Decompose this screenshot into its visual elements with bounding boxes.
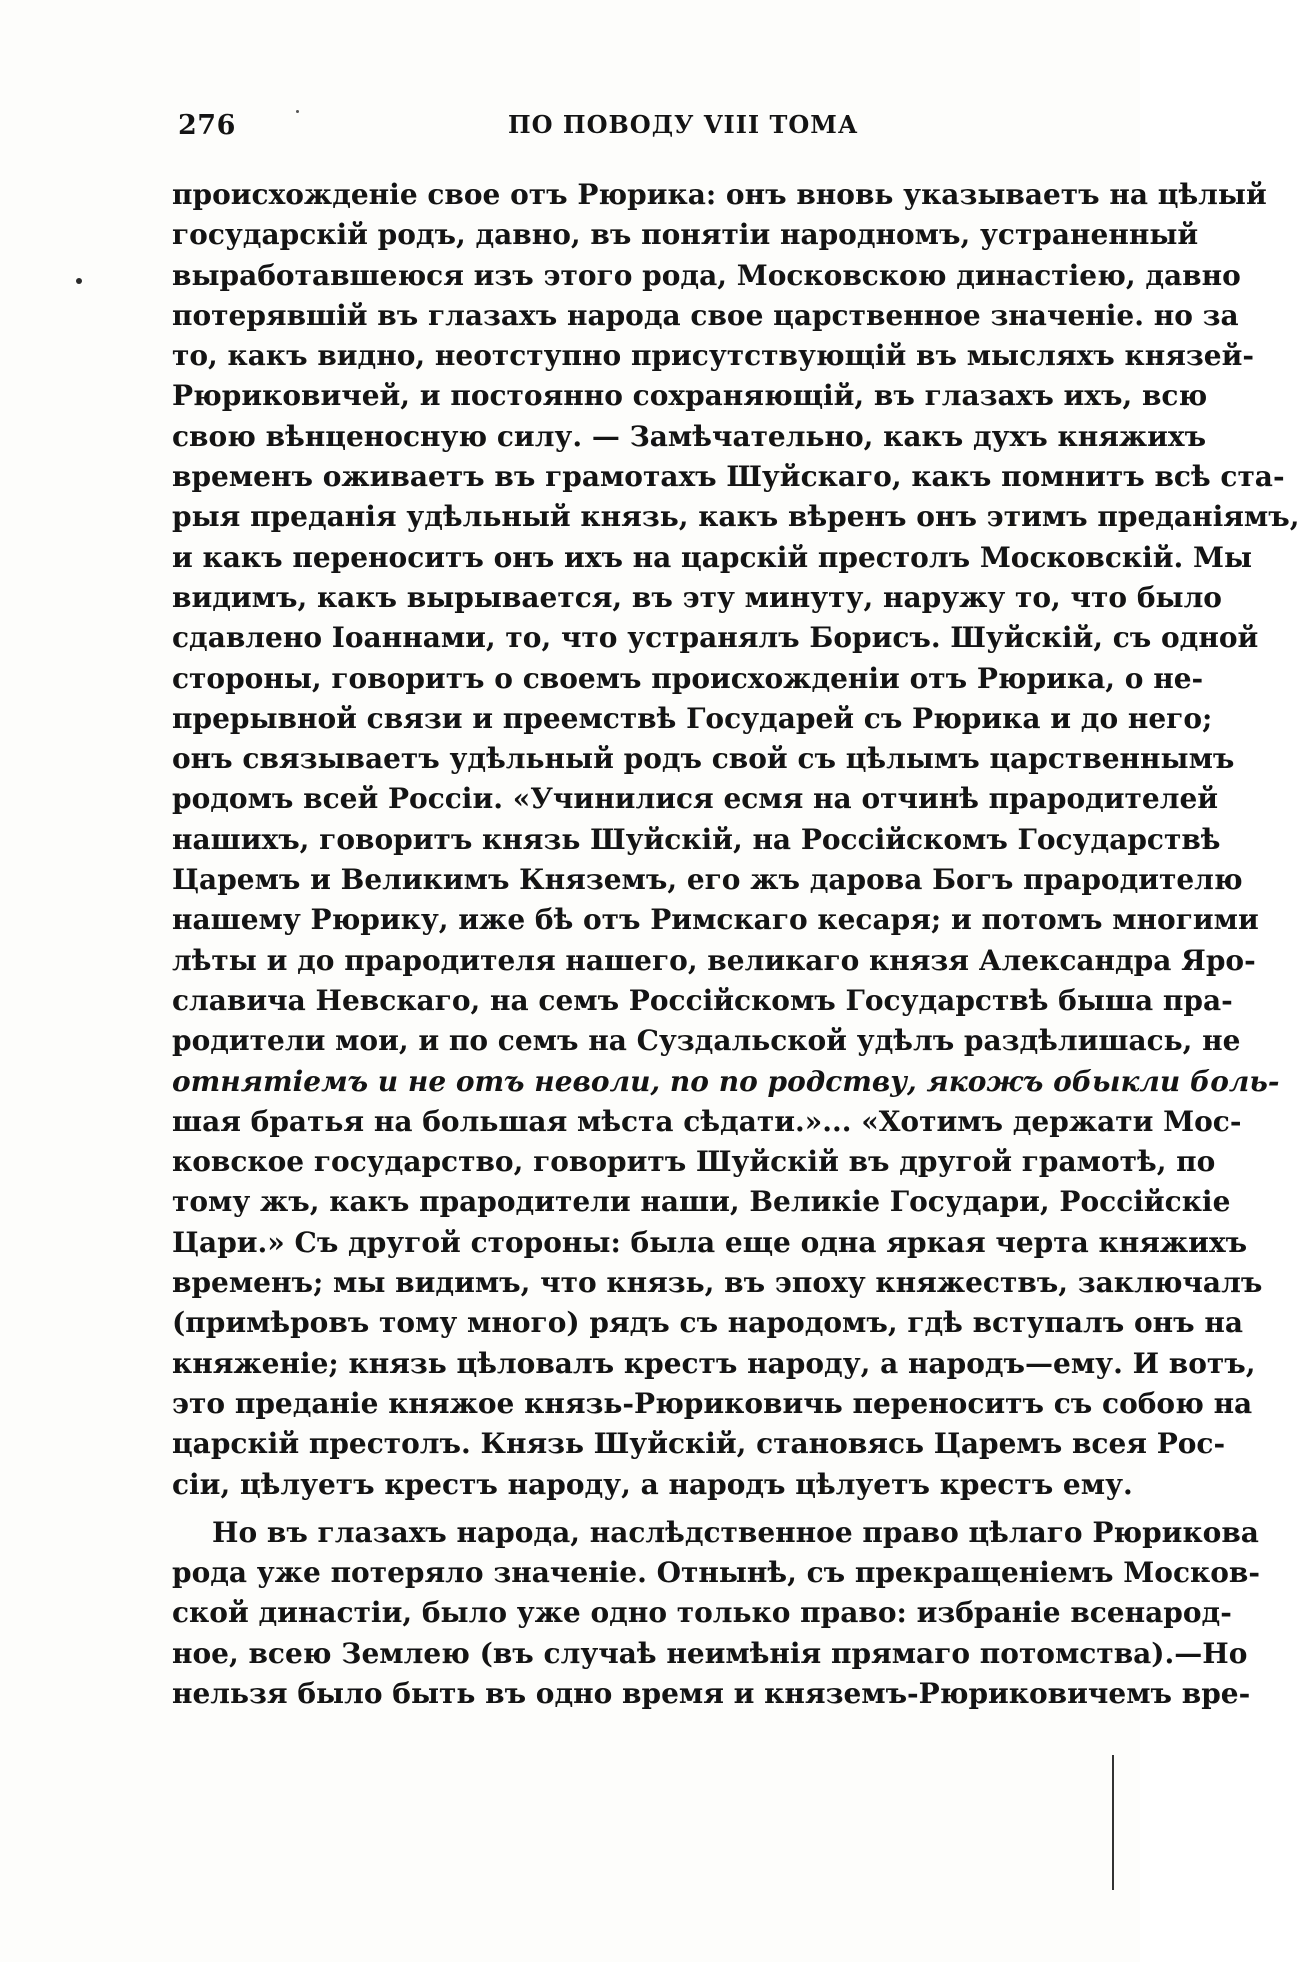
text-line: Царемъ и Великимъ Княземъ, его жъ дарова Богъ прародителю	[172, 863, 1243, 897]
text-line: временъ; мы видимъ, что князь, въ эпоху княжествъ, заключалъ	[172, 1266, 1263, 1300]
text-line: ской династіи, было уже одно только право: избраніе всенарод-	[172, 1596, 1232, 1630]
text-line: стороны, говоритъ о своемъ происхожденіи отъ Рюрика, о не-	[172, 661, 1204, 695]
text-line: нашихъ, говоритъ князь Шуйскій, на Россійскомъ Государствѣ	[172, 822, 1221, 856]
text-line: рыя преданія удѣльный князь, какъ вѣренъ онъ этимъ преданіямъ,	[172, 500, 1299, 534]
page-header	[178, 110, 998, 150]
text-line: нашему Рюрику, иже бѣ отъ Римскаго кесаря; и потомъ многими	[172, 903, 1259, 937]
text-line: ковское государство, говоритъ Шуйскій въ другой грамотѣ, по	[172, 1145, 1216, 1179]
running-head: ПО ПОВОДУ VIII ТОМА	[508, 110, 859, 139]
paragraph-1	[172, 175, 1299, 1505]
text-line: прерывной связи и преемствѣ Государей съ Рюрика и до него;	[172, 701, 1213, 735]
page-body	[172, 175, 1299, 1714]
text-line: рода уже потеряло значеніе. Отнынѣ, съ прекращеніемъ Москов-	[172, 1556, 1260, 1590]
text-line-italic: отнятіемъ и не отъ неволи, по по родству, якожъ обыкли боль-	[172, 1064, 1280, 1098]
page-number: 276	[178, 110, 236, 141]
text-line: сіи, цѣлуетъ крестъ народу, а народъ цѣлуетъ крестъ ему.	[172, 1467, 1133, 1501]
text-line: потерявшій въ глазахъ народа свое царственное значеніе. но за	[172, 298, 1239, 332]
text-line: онъ связываетъ удѣльный родъ свой съ цѣлымъ царственнымъ	[172, 742, 1235, 776]
text-line: нельзя было быть въ одно время и княземъ-Рюриковичемъ вре-	[172, 1676, 1251, 1710]
text-line: Рюриковичей, и постоянно сохраняющій, въ глазахъ ихъ, всю	[172, 379, 1208, 413]
text-line: временъ оживаетъ въ грамотахъ Шуйскаго, какъ помнитъ всѣ ста-	[172, 460, 1285, 494]
paragraph-2	[172, 1513, 1260, 1714]
text-line: то, какъ видно, неотступно присутствующій въ мысляхъ князей-	[172, 339, 1254, 373]
text-line: видимъ, какъ вырывается, въ эту минуту, наружу то, что было	[172, 580, 1222, 614]
text-line: царскій престолъ. Князь Шуйскій, становясь Царемъ всея Рос-	[172, 1427, 1226, 1461]
page-edge-mark	[1112, 1755, 1114, 1890]
text-line: княженіе; князь цѣловалъ крестъ народу, а народъ—ему. И вотъ,	[172, 1346, 1256, 1380]
text-line: это преданіе княжое князь-Рюриковичь переноситъ съ собою на	[172, 1386, 1253, 1420]
text-line: (примѣровъ тому много) рядъ съ народомъ, гдѣ вступалъ онъ на	[172, 1306, 1243, 1340]
text-line: сдавлено Іоаннами, то, что устранялъ Борисъ. Шуйскій, съ одной	[172, 621, 1259, 655]
text-line: государскій родъ, давно, въ понятіи народномъ, устраненный	[172, 218, 1199, 252]
text-line: Но въ глазахъ народа, наслѣдственное право цѣлаго Рюрикова	[212, 1515, 1259, 1549]
text-line: родители мои, и по семъ на Суздальской удѣлъ раздѣлишась, не	[172, 1024, 1241, 1058]
text-line: выработавшеюся изъ этого рода, Московскою династіею, давно	[172, 258, 1241, 292]
text-line: шая братья на большая мѣста сѣдати.»... «Хотимъ держати Мос-	[172, 1104, 1242, 1138]
text-line: происхожденіе свое отъ Рюрика: онъ вновь указываетъ на цѣлый	[172, 178, 1267, 211]
text-line: тому жъ, какъ прародители наши, Великіе Государи, Россійскіе	[172, 1185, 1231, 1219]
text-line: и какъ переноситъ онъ ихъ на царскій престолъ Московскій. Мы	[172, 540, 1253, 574]
text-line: лѣты и до прародителя нашего, великаго князя Александра Яро-	[172, 943, 1256, 977]
text-line: славича Невскаго, на семъ Россійскомъ Государствѣ быша пра-	[172, 983, 1233, 1017]
margin-ink-dot	[76, 278, 82, 284]
text-line: родомъ всей Россіи. «Учинилися есмя на отчинѣ прародителей	[172, 782, 1219, 816]
text-line: свою вѣнценосную силу. — Замѣчательно, какъ духъ княжихъ	[172, 419, 1207, 453]
text-line: ное, всею Землею (въ случаѣ неимѣнія прямаго потомства).—Но	[172, 1636, 1248, 1670]
text-line: Цари.» Съ другой стороны: была еще одна яркая черта княжихъ	[172, 1225, 1248, 1259]
